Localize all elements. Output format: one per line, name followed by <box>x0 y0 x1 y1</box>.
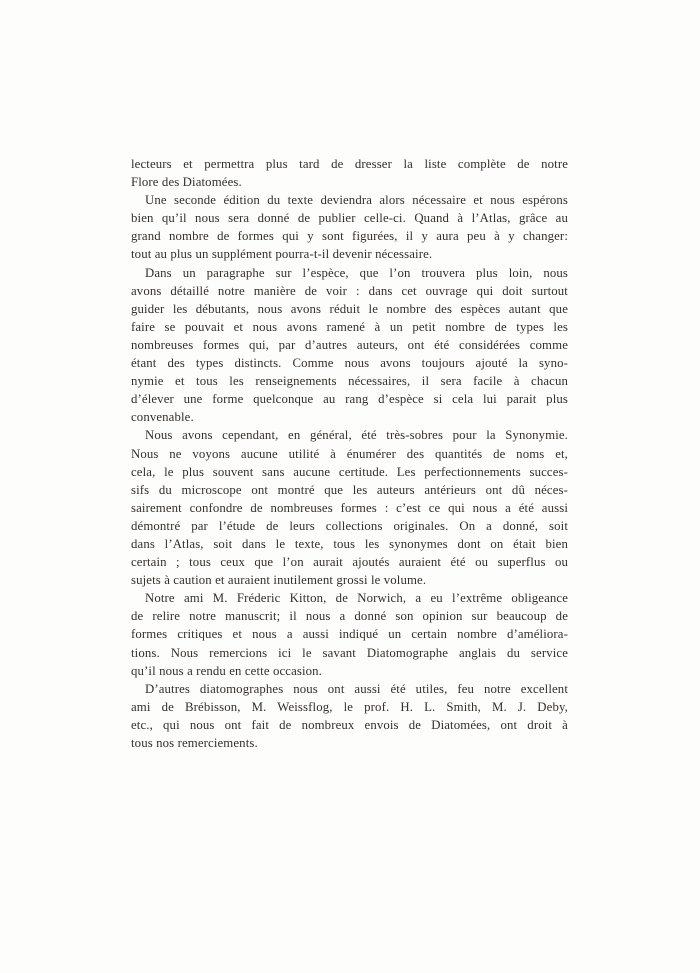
paragraph <box>131 680 568 752</box>
text-line: bien qu’il nous sera donné de publier celle-ci. Quand à l’Atlas, grâce au <box>131 211 568 226</box>
text-line: sifs du microscope ont montré que les auteurs antérieurs ont dû néces- <box>131 482 568 497</box>
text-line: nombreuses formes qui, par d’autres auteurs, ont été considérées comme <box>131 337 568 352</box>
text-line: Nous avons cependant, en général, été très-sobres pour la Synonymie. <box>145 428 568 443</box>
text-line: avons détaillé notre manière de voir : dans cet ouvrage qui doit surtout <box>131 283 568 298</box>
text-line: tout au plus un supplément pourra-t-il devenir nécessaire. <box>131 247 433 262</box>
text-line: ami de Brébisson, M. Weissflog, le prof. H. L. Smith, M. J. Deby, <box>131 699 568 714</box>
text-line: sairement confondre de nombreuses formes : c’est ce qui nous a été aussi <box>131 500 568 515</box>
text-line: qu’il nous a rendu en cette occasion. <box>131 663 322 678</box>
text-line: lecteurs et permettra plus tard de dresser la liste complète de notre <box>131 157 568 171</box>
paragraph <box>131 426 568 589</box>
text-line: cela, le plus souvent sans aucune certitude. Les perfectionnements succes- <box>131 464 568 479</box>
text-line: Nous ne voyons aucune utilité à énumérer des quantités de noms et, <box>131 446 568 461</box>
text-line: grand nombre de formes qui y sont figurées, il y aura peu à y changer: <box>131 229 568 244</box>
text-line: D’autres diatomographes nous ont aussi été utiles, feu notre excellent <box>145 681 568 696</box>
text-line: nymie et tous les renseignements nécessaires, il sera facile à chacun <box>131 374 568 389</box>
text-line: tous nos remerciements. <box>131 736 258 750</box>
text-line: formes critiques et nous a aussi indiqué un certain nombre d’améliora- <box>131 627 568 642</box>
text-line: démontré par l’étude de leurs collections originales. On a donné, soit <box>131 518 568 533</box>
text-line: Notre ami M. Fréderic Kitton, de Norwich, a eu l’extrême obligeance <box>145 591 568 606</box>
text-line: etc., qui nous ont fait de nombreux envois de Diatomées, ont droit à <box>131 717 568 732</box>
text-line: d’élever une forme quelconque au rang d’espèce si cela lui parait plus <box>131 392 568 407</box>
text-line: dans l’Atlas, soit dans le texte, tous les synonymes dont on était bien <box>131 536 568 551</box>
text-line: Dans un paragraphe sur l’espèce, que l’on trouvera plus loin, nous <box>145 265 568 280</box>
text-line: étant des types distincts. Comme nous avons toujours ajouté la syno- <box>131 356 568 371</box>
text-line: tions. Nous remercions ici le savant Diatomographe anglais du service <box>131 645 568 660</box>
page-text-block <box>131 155 568 752</box>
text-line: faire se pouvait et nous avons ramené à un petit nombre de types les <box>131 319 568 334</box>
text-line: de relire notre manuscrit; il nous a donné son opinion sur beaucoup de <box>131 609 568 624</box>
paragraph <box>131 589 568 679</box>
text-line: convenable. <box>131 410 194 425</box>
text-line: Flore des Diatomées. <box>131 175 242 190</box>
text-line: sujets à caution et auraient inutilement grossi le volume. <box>131 573 427 588</box>
paragraph <box>131 264 568 427</box>
text-line: Une seconde édition du texte deviendra alors nécessaire et nous espérons <box>145 193 568 208</box>
paragraph <box>131 155 568 191</box>
text-line: certain ; tous ceux que l’on aurait ajoutés auraient été ou superflus ou <box>131 555 568 570</box>
paragraph <box>131 191 568 263</box>
text-line: guider les débutants, nous avons réduit le nombre des espèces autant que <box>131 301 568 316</box>
